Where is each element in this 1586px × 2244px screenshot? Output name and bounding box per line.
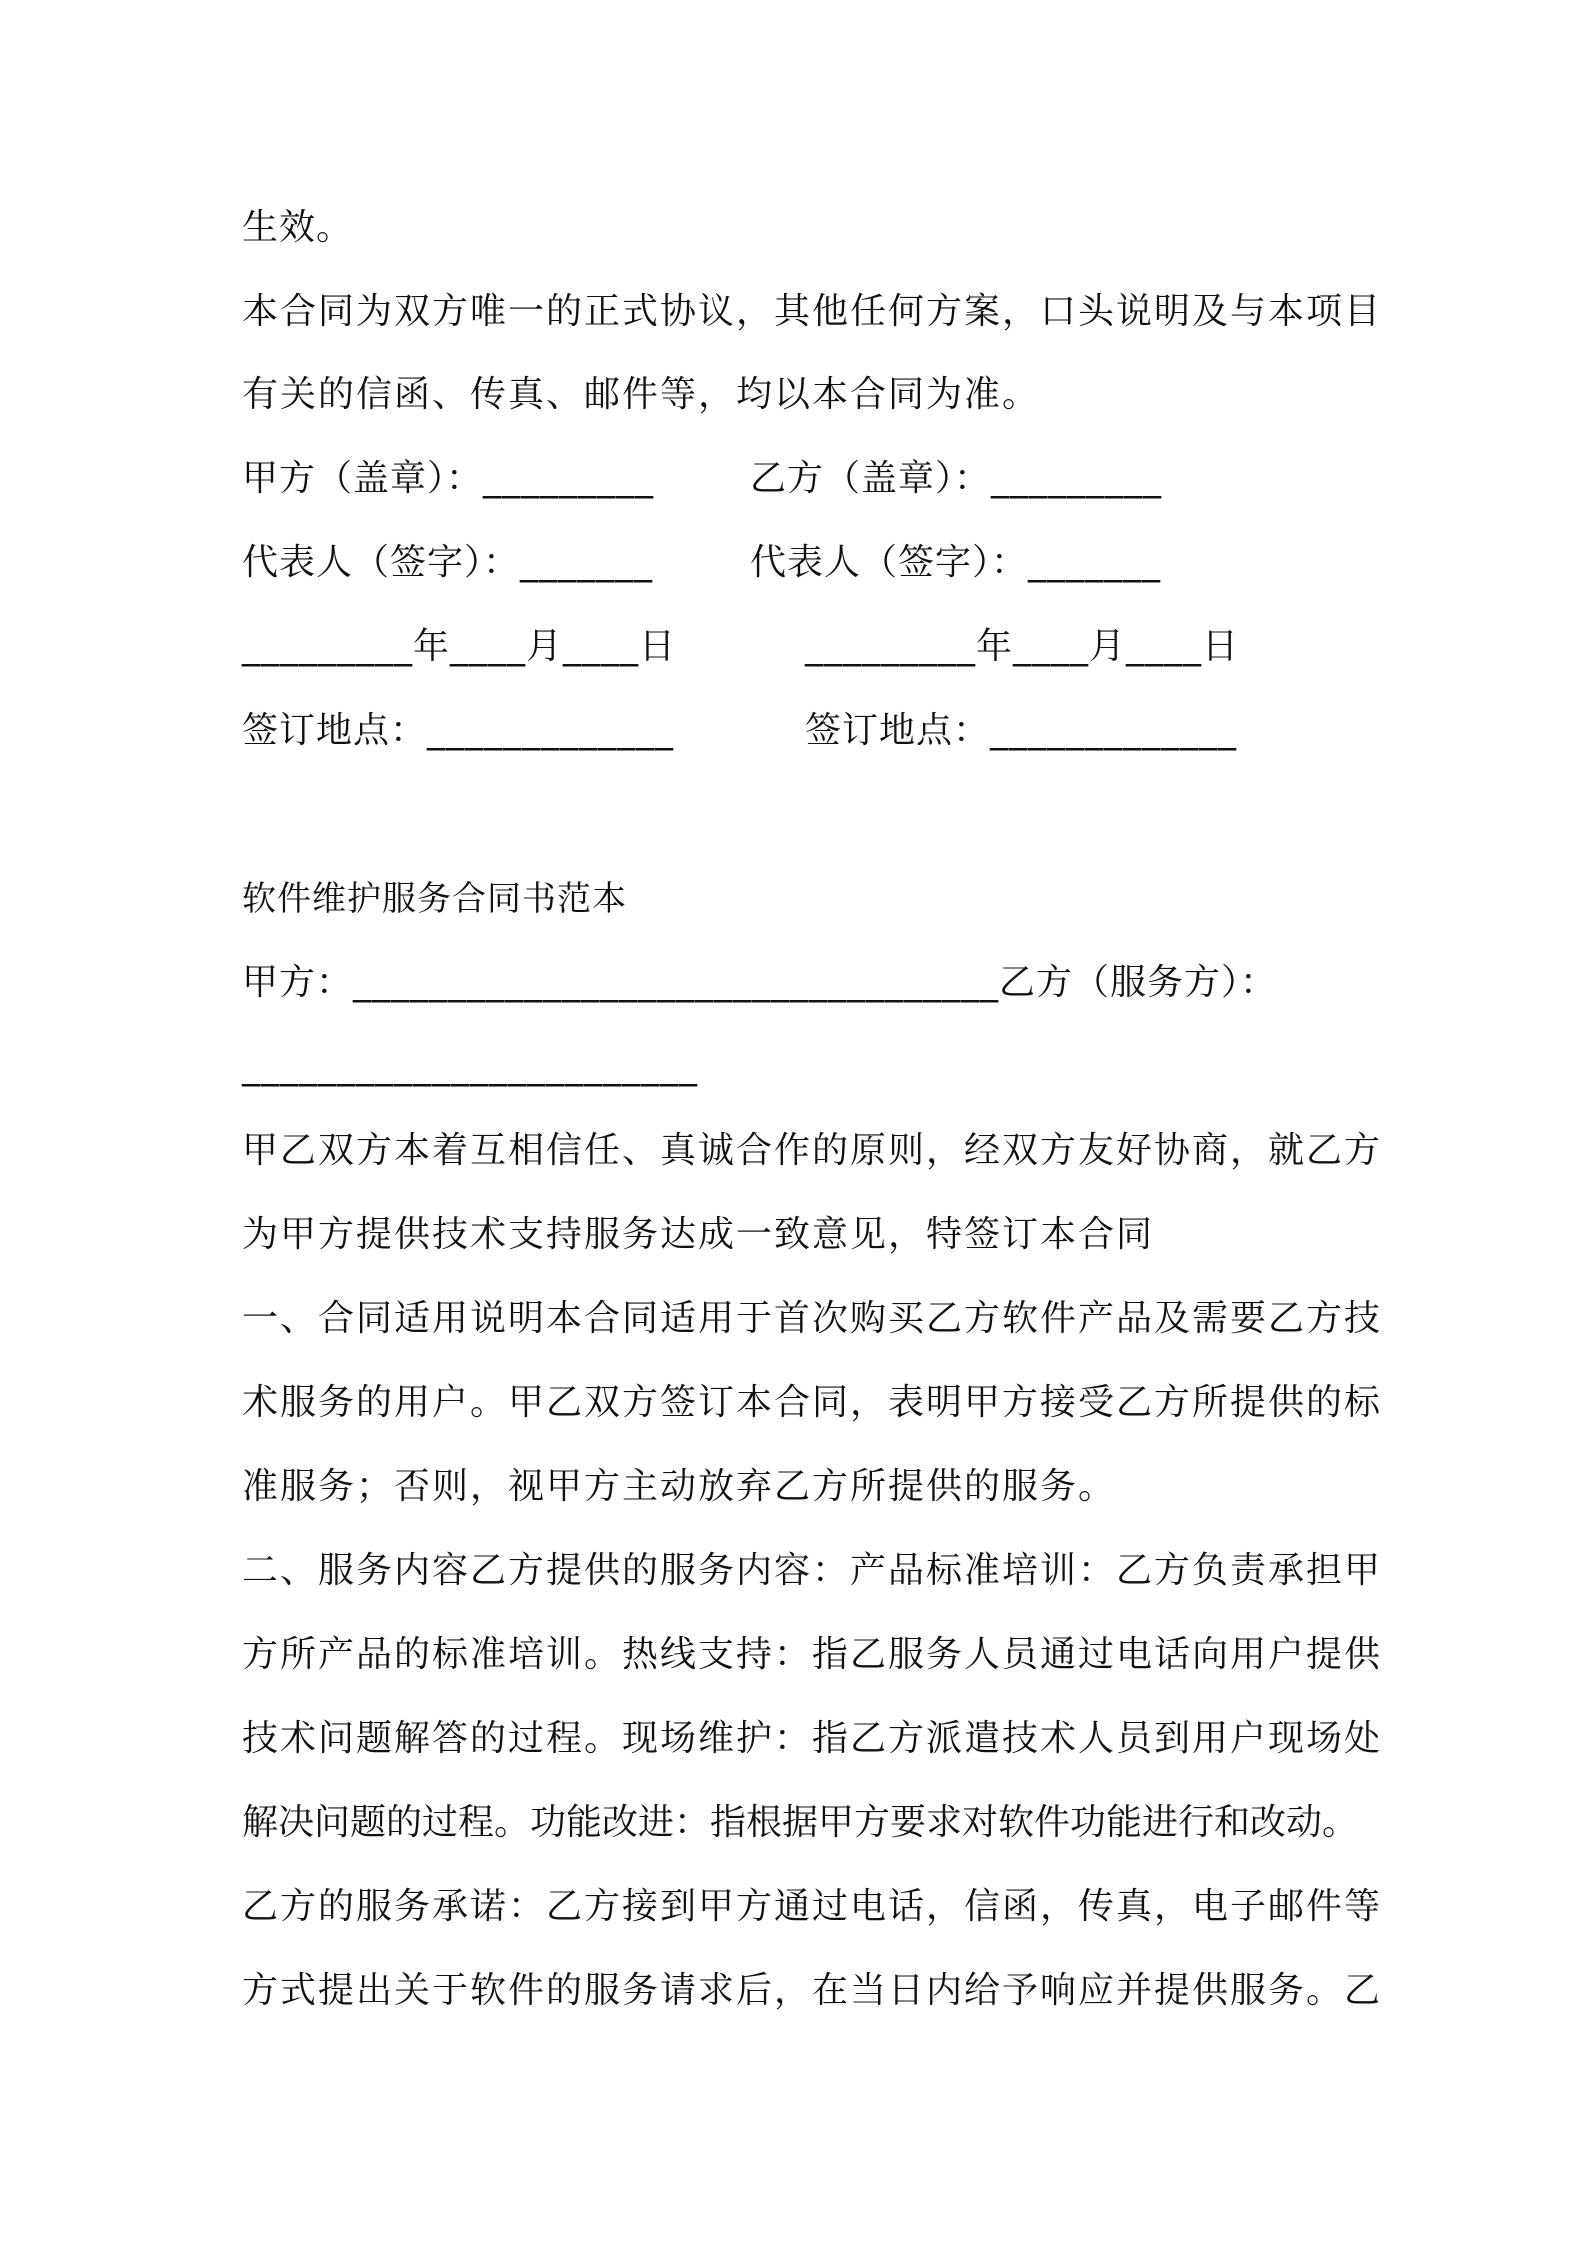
party-b-signing-place: 签订地点：_____________ xyxy=(805,710,1238,751)
body-line: 技术问题解答的过程。现场维护：指乙方派遣技术人员到用户现场处 xyxy=(242,1718,1383,1759)
party-b-blank: ________________________ xyxy=(242,1046,698,1087)
party-b-representative: 代表人（签字）：_______ xyxy=(750,542,1162,583)
body-line: 乙方的服务承诺：乙方接到甲方通过电话，信函，传真，电子邮件等 xyxy=(242,1886,1383,1927)
party-a-signing-place: 签订地点：_____________ xyxy=(242,710,675,751)
parties-line: 甲方：__________________________________乙方（服务方）： xyxy=(242,962,1278,1003)
prev-line-effective: 生效。 xyxy=(242,207,354,248)
prev-paragraph-line: 有关的信函、传真、邮件等，均以本合同为准。 xyxy=(242,374,1041,415)
body-line: 解决问题的过程。功能改进：指根据甲方要求对软件功能进行和改动。 xyxy=(242,1802,1359,1843)
body-line: 方所产品的标准培训。热线支持：指乙服务人员通过电话向用户提供 xyxy=(242,1634,1383,1675)
party-a-representative: 代表人（签字）：_______ xyxy=(242,542,654,583)
body-line: 术服务的用户。甲乙双方签订本合同，表明甲方接受乙方所提供的标 xyxy=(242,1382,1383,1423)
body-line: 准服务；否则，视甲方主动放弃乙方所提供的服务。 xyxy=(242,1466,1117,1507)
body-line: 甲乙双方本着互相信任、真诚合作的原则，经双方友好协商，就乙方 xyxy=(242,1130,1383,1171)
body-line: 一、合同适用说明本合同适用于首次购买乙方软件产品及需要乙方技 xyxy=(242,1298,1383,1339)
party-a-seal: 甲方（盖章）：_________ xyxy=(242,458,655,499)
party-b-seal: 乙方（盖章）：_________ xyxy=(750,458,1163,499)
party-a-date: _________年____月____日 xyxy=(242,626,676,667)
body-line: 方式提出关于软件的服务请求后，在当日内给予响应并提供服务。乙 xyxy=(242,1970,1383,2011)
party-b-date: _________年____月____日 xyxy=(805,626,1239,667)
prev-paragraph-line: 本合同为双方唯一的正式协议，其他任何方案，口头说明及与本项目 xyxy=(242,291,1383,332)
contract-title: 软件维护服务合同书范本 xyxy=(242,879,627,919)
body-line: 为甲方提供技术支持服务达成一致意见，特签订本合同 xyxy=(242,1214,1155,1255)
body-line: 二、服务内容乙方提供的服务内容：产品标准培训：乙方负责承担甲 xyxy=(242,1550,1383,1591)
